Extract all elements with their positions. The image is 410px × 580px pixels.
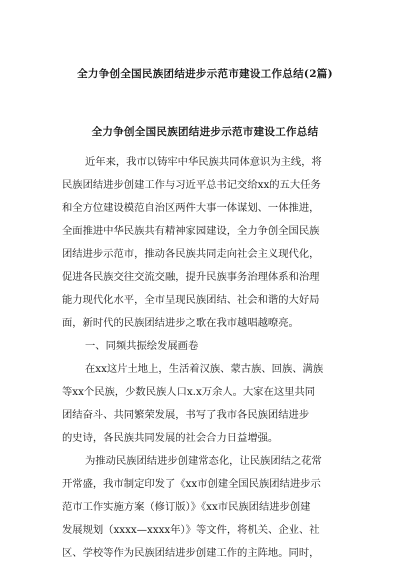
paragraph-line: 面，新时代的民族团结进步之歌在我市越唱越嘹亮。 — [62, 317, 299, 329]
paragraph-line: 发展规划（xxxx—xxxx年）》等文件，将机关、企业、社 — [62, 524, 320, 536]
paragraph-line: 开常盛，我市制定印发了《xx市创建全国民族团结进步示 — [62, 478, 321, 490]
paragraph-line: 等xx个民族，少数民族人口x.x万余人。大家在这里共同 — [62, 386, 316, 398]
paragraph-line: 范市工作实施方案（修订版）》《xx市民族团结进步创建 — [62, 501, 311, 513]
paragraph-line: 能力现代化水平，全市呈现民族团结、社会和谐的大好局 — [62, 294, 320, 306]
document-title: 全力争创全国民族团结进步示范市建设工作总结(2篇) — [77, 68, 333, 80]
paragraph-line: 团结奋斗、共同繁荣发展，书写了我市各民族团结进步 — [62, 409, 310, 421]
section-title: 全力争创全国民族团结进步示范市建设工作总结 — [91, 126, 319, 138]
paragraph-line: 团结进步示范市，推动各民族共同走向社会主义现代化， — [62, 248, 320, 260]
paragraph-line: 在xx这片土地上，生活着汉族、蒙古族、回族、满族 — [85, 363, 324, 375]
paragraph-line: 近年来，我市以铸牢中华民族共同体意识为主线，将 — [85, 156, 322, 168]
paragraph-line: 全面推进中华民族共有精神家园建设，全力争创全国民族 — [62, 225, 320, 237]
paragraph-line: 区、学校等作为民族团结进步创建工作的主阵地。同时， — [62, 547, 320, 559]
paragraph-line: 促进各民族交往交流交融，提升民族事务治理体系和治理 — [62, 271, 320, 283]
paragraph-line: 和全方位建设模范自治区两件大事一体谋划、一体推进， — [62, 202, 320, 214]
paragraph-line: 的史诗，各民族共同发展的社会合力日益增强。 — [62, 432, 279, 444]
heading-one: 一、同频共振绘发展画卷 — [85, 340, 199, 352]
paragraph-line: 民族团结进步创建工作与习近平总书记交给xx的五大任务 — [62, 179, 321, 191]
paragraph-line: 为推动民族团结进步创建常态化，让民族团结之花常 — [85, 455, 322, 467]
